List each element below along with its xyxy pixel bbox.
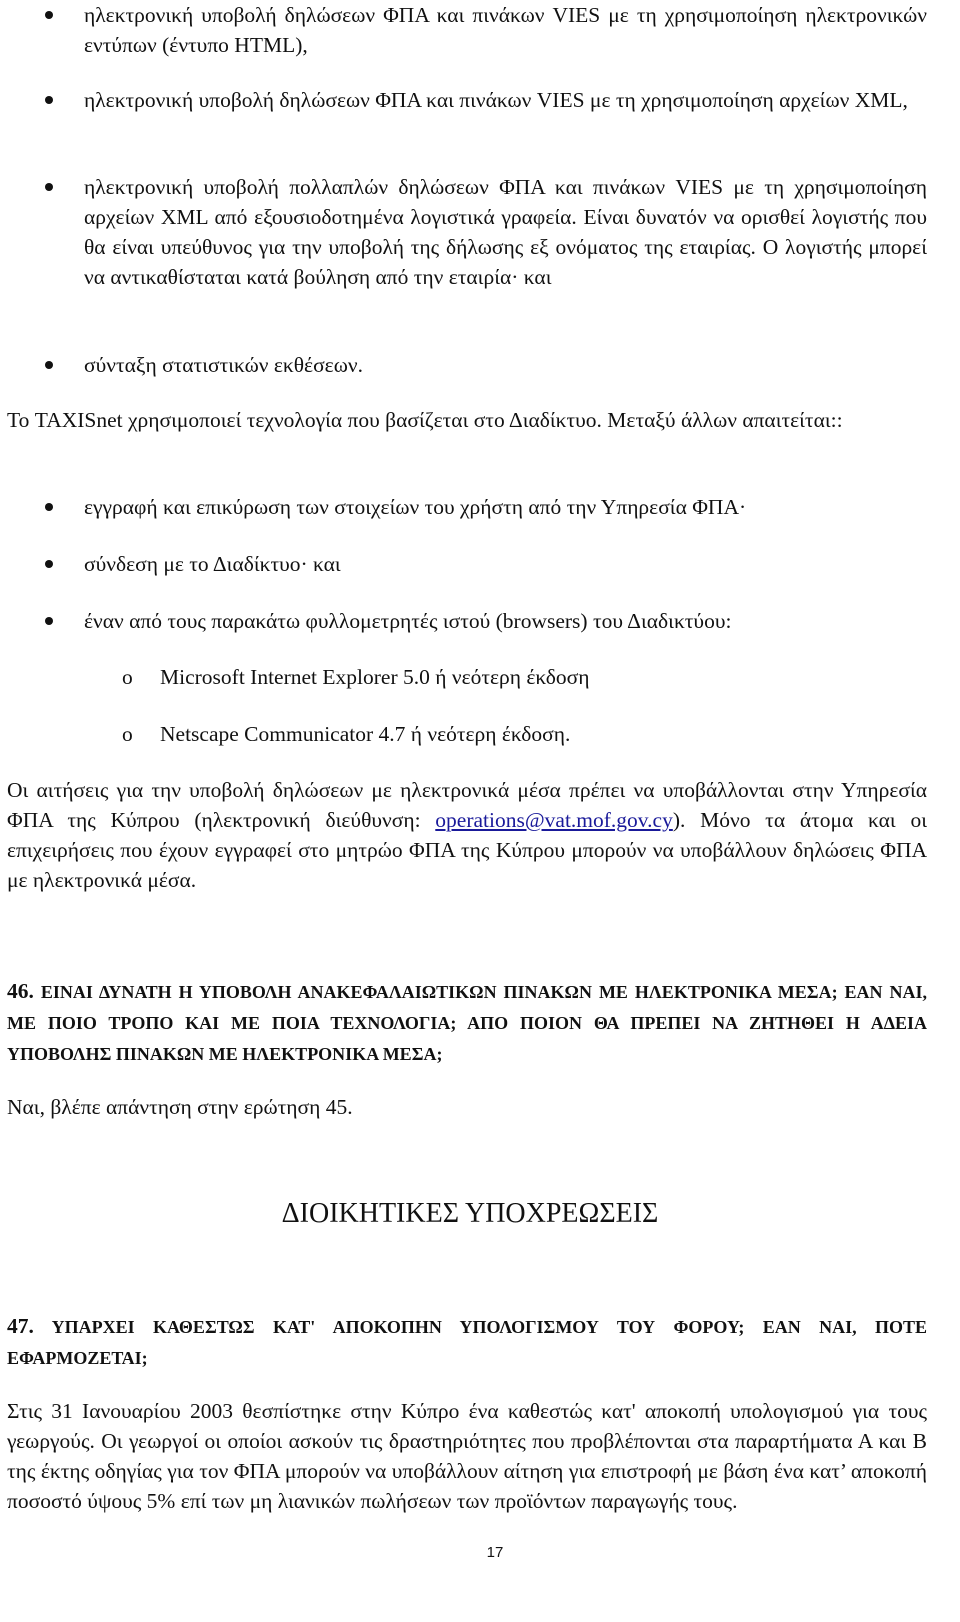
list-item: σύνταξη στατιστικών εκθέσεων. (84, 353, 363, 377)
paragraph-text: Οι αιτήσεις για την υποβολή δηλώσεων με ηλεκτρονικά μέσα πρέπει να υποβάλλονται στην Υπηρεσία ΦΠΑ της Κύπρου (ηλεκτρονική διεύθυνση: (7, 778, 927, 832)
page-number: 17 (486, 1544, 504, 1561)
bullet-icon (44, 172, 60, 202)
question-number: 46. (7, 979, 34, 1003)
paragraph-text: ). Μόνο τα άτομα και οι επιχειρήσεις που έχουν εγγραφεί στο μητρώο ΦΠΑ της Κύπρου μπορούν να υποβάλλουν δηλώσεις ΦΠΑ με ηλεκτρονικά μέσα. (7, 808, 927, 892)
bullet-icon (44, 492, 60, 522)
bullet-icon (44, 0, 60, 30)
section-title: ΔΙΟΙΚΗΤΙΚΕΣ ΥΠΟΧΡΕΩΣΕΙΣ (281, 1198, 659, 1229)
sub-list-item: Microsoft Internet Explorer 5.0 ή νεότερη έκδοση (160, 665, 590, 689)
sub-bullet-marker: o (122, 722, 133, 746)
sub-list-item: Netscape Communicator 4.7 ή νεότερη έκδοση. (160, 722, 571, 746)
question-47-answer: Στις 31 Ιανουαρίου 2003 θεσπίστηκε στην Κύπρο ένα καθεστώς κατ' αποκοπή υπολογισμού για τους γεωργούς. Οι γεωργοί οι οποίοι ασκούν τις δραστηριότητες που προβλέπονται στα παραρτήματα Α και Β της έκτης οδηγίας για τον ΦΠΑ μπορούν να υποβάλλουν αίτηση για επιστροφή με βάση ένα κατ’ αποκοπή ποσοστό ύψους 5% επί των μη λιανικών πωλήσεων των προϊόντων παραγωγής τους. (7, 1399, 927, 1513)
question-number: 47. (7, 1314, 34, 1338)
list-item: ηλεκτρονική υποβολή δηλώσεων ΦΠΑ και πινάκων VIES με τη χρησιμοποίηση αρχείων XML, (84, 88, 908, 112)
bullet-icon (44, 350, 60, 380)
question-47-heading (7, 1311, 927, 1374)
bullet-icon (44, 85, 60, 115)
question-text: ΕΙΝΑΙ ΔΥΝΑΤΗ Η ΥΠΟΒΟΛΗ ΑΝΑΚΕΦΑΛΑΙΩΤΙΚΩΝ ΠΙΝΑΚΩΝ ΜΕ ΗΛΕΚΤΡΟΝΙΚΑ ΜΕΣΑ; ΕΑΝ ΝΑΙ, ΜΕ ΠΟΙΟ ΤΡΟΠΟ ΚΑΙ ΜΕ ΠΟΙΑ ΤΕΧΝΟΛΟΓΙΑ; ΑΠΟ ΠΟΙΟΝ ΘΑ ΠΡΕΠΕΙ ΝΑ ΖΗΤΗΘΕΙ Η ΑΔΕΙΑ ΥΠΟΒΟΛΗΣ ΠΙΝΑΚΩΝ ΜΕ ΗΛΕΚΤΡΟΝΙΚΑ ΜΕΣΑ; (7, 982, 928, 1064)
question-46-heading (7, 976, 927, 1070)
bullet-icon (44, 606, 60, 636)
question-text: ΥΠΑΡΧΕΙ ΚΑΘΕΣΤΩΣ ΚΑΤ' ΑΠΟΚΟΠΗΝ ΥΠΟΛΟΓΙΣΜΟΥ ΤΟΥ ΦΟΡΟΥ; ΕΑΝ ΝΑΙ, ΠΟΤΕ ΕΦΑΡΜΟΖΕΤΑΙ; (7, 1317, 927, 1368)
sub-bullet-marker: o (122, 665, 133, 689)
bullet-icon (44, 549, 60, 579)
list-item: ηλεκτρονική υποβολή δηλώσεων ΦΠΑ και πινάκων VIES με τη χρησιμοποίηση ηλεκτρονικών εντύπων (έντυπο HTML), (84, 3, 927, 57)
list-item: έναν από τους παρακάτω φυλλομετρητές ιστού (browsers) του Διαδικτύου: (84, 609, 732, 633)
list-item: σύνδεση με το Διαδίκτυο· και (84, 552, 341, 576)
applications-paragraph (7, 775, 927, 895)
list-item: εγγραφή και επικύρωση των στοιχείων του χρήστη από την Υπηρεσία ΦΠΑ· (84, 495, 747, 519)
question-46-answer: Ναι, βλέπε απάντηση στην ερώτηση 45. (7, 1095, 353, 1119)
email-link[interactable]: operations@vat.mof.gov.cy (435, 808, 673, 832)
taxisnet-paragraph: Το TAXISnet χρησιμοποιεί τεχνολογία που βασίζεται στο Διαδίκτυο. Μεταξύ άλλων απαιτείται:: (7, 408, 843, 432)
list-item: ηλεκτρονική υποβολή πολλαπλών δηλώσεων ΦΠΑ και πινάκων VIES με τη χρησιμοποίηση αρχείων XML από εξουσιοδοτημένα λογιστικά γραφεία. Είναι δυνατόν να ορισθεί λογιστής που θα είναι υπεύθυνος για την υποβολή της δήλωσης εξ ονόματος της εταιρίας. Ο λογιστής μπορεί να αντικαθίσταται κατά βούληση από την εταιρία· και (84, 175, 927, 289)
